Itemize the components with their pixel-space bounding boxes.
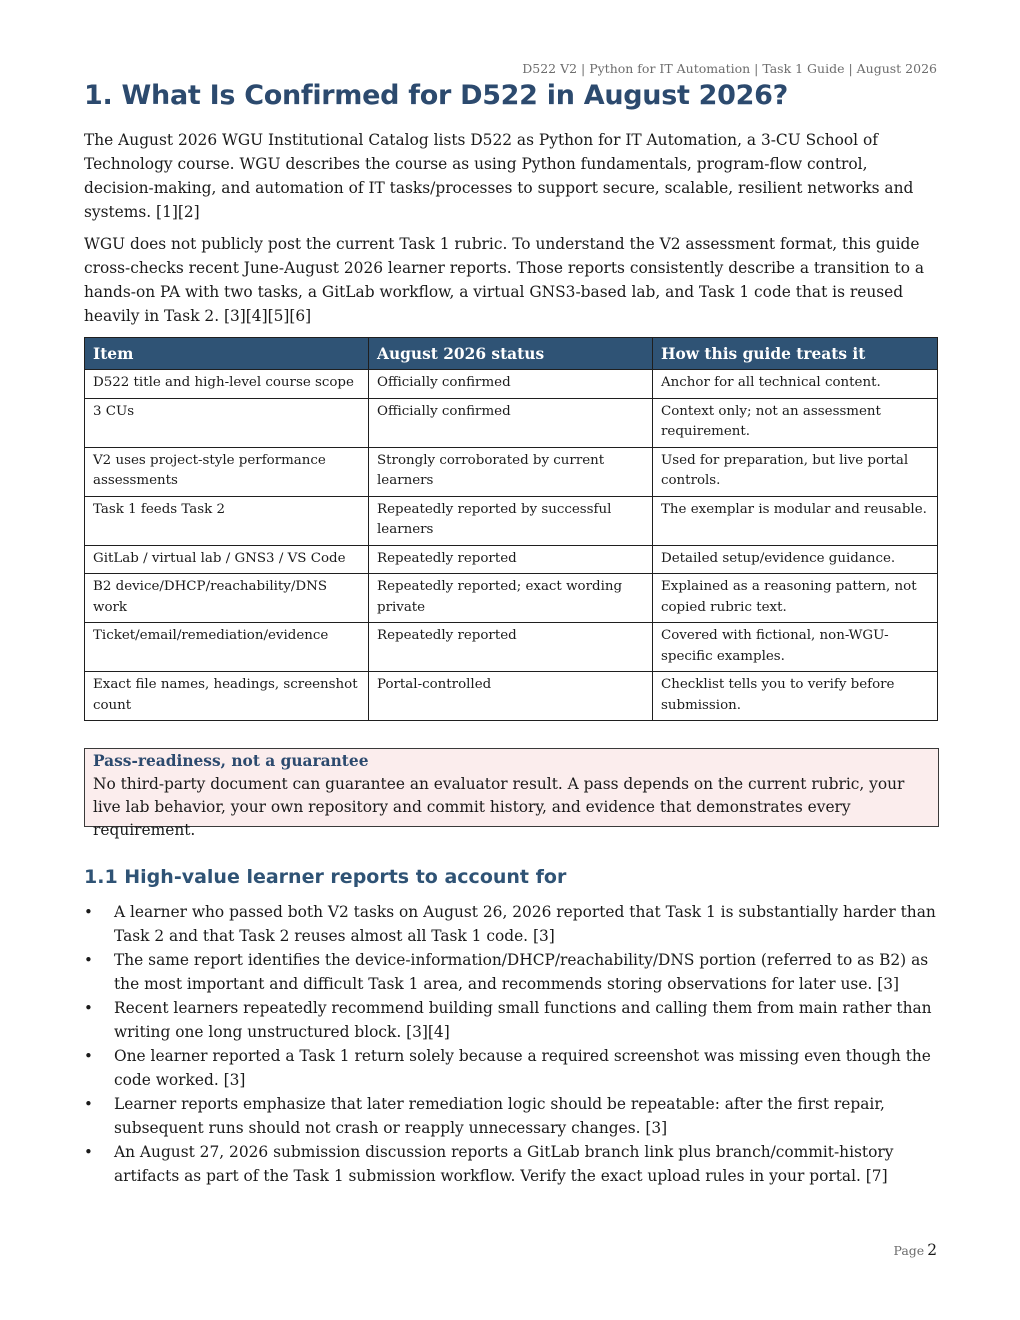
table-cell-treatment: Explained as a reasoning pattern, not copied rubric text.: [653, 574, 938, 623]
intro-paragraph-1: The August 2026 WGU Institutional Catalog lists D522 as Python for IT Automation, a 3-CU School of Technology course. WGU describes the course as using Python fundamentals, program-flow control, decision-making, and automation of IT tasks/processes to support secure, scalable, resilient networks and systems. [1][2]: [84, 131, 914, 221]
table-cell-status: Repeatedly reported: [369, 545, 653, 574]
list-item: • The same report identifies the device-information/DHCP/reachability/DNS portion (referred to as B2) as the most important and difficult Task 1 area, and recommends storing observations for later use. [3]: [84, 948, 937, 996]
table-cell-status: Portal-controlled: [369, 672, 653, 721]
list-item: • A learner who passed both V2 tasks on August 26, 2026 reported that Task 1 is substantially harder than Task 2 and that Task 2 reuses almost all Task 1 code. [3]: [84, 900, 937, 948]
page-label: Page: [893, 1243, 925, 1258]
table-cell-status: Strongly corroborated by current learners: [369, 447, 653, 496]
table-cell-treatment: Detailed setup/evidence guidance.: [653, 545, 938, 574]
table-cell-item: D522 title and high-level course scope: [85, 370, 369, 399]
table-row: [85, 623, 938, 672]
table-cell-item: GitLab / virtual lab / GNS3 / VS Code: [85, 545, 369, 574]
list-item: • Recent learners repeatedly recommend building small functions and calling them from main rather than writing one long unstructured block. [3][4]: [84, 996, 937, 1044]
table-header-treatment: How this guide treats it: [653, 338, 938, 370]
guarantee-callout: [84, 748, 939, 839]
table-cell-status: Repeatedly reported: [369, 623, 653, 672]
table-cell-status: Repeatedly reported; exact wording private: [369, 574, 653, 623]
list-item: • One learner reported a Task 1 return solely because a required screenshot was missing even though the code worked. [3]: [84, 1044, 937, 1092]
table-header-row: [85, 338, 938, 370]
table-cell-treatment: The exemplar is modular and reusable.: [653, 496, 938, 545]
callout-title: Pass-readiness, not a guarantee: [93, 752, 369, 770]
table-cell-item: 3 CUs: [85, 398, 369, 447]
page-number: 2: [927, 1241, 937, 1259]
table-cell-treatment: Checklist tells you to verify before submission.: [653, 672, 938, 721]
table-cell-treatment: Context only; not an assessment requirement.: [653, 398, 938, 447]
callout-body: No third-party document can guarantee an evaluator result. A pass depends on the current rubric, your live lab behavior, your own repository and commit history, and evidence that demonstrates every requirement.: [93, 775, 905, 839]
table-cell-status: Officially confirmed: [369, 398, 653, 447]
list-item: • Learner reports emphasize that later remediation logic should be repeatable: after the first repair, subsequent runs should not crash or reapply unnecessary changes. [3]: [84, 1092, 937, 1140]
section-title: 1. What Is Confirmed for D522 in August 2026?: [84, 80, 788, 111]
table-cell-treatment: Anchor for all technical content.: [653, 370, 938, 399]
running-header: D522 V2 | Python for IT Automation | Task 1 Guide | August 2026: [522, 61, 937, 76]
list-item: • An August 27, 2026 submission discussion reports a GitLab branch link plus branch/commit-history artifacts as part of the Task 1 submission workflow. Verify the exact upload rules in your portal. [7]: [84, 1140, 937, 1188]
table-cell-item: Exact file names, headings, screenshot count: [85, 672, 369, 721]
table-cell-status: Repeatedly reported by successful learners: [369, 496, 653, 545]
table-cell-item: B2 device/DHCP/reachability/DNS work: [85, 574, 369, 623]
table-row: [85, 496, 938, 545]
learner-reports-list: [84, 900, 937, 1188]
table-row: [85, 398, 938, 447]
table-cell-item: Task 1 feeds Task 2: [85, 496, 369, 545]
table-row: [85, 545, 938, 574]
status-table: [84, 337, 938, 721]
table-cell-treatment: Covered with fictional, non-WGU-specific examples.: [653, 623, 938, 672]
page-footer: [894, 1240, 938, 1259]
table-row: [85, 574, 938, 623]
table-row: [85, 370, 938, 399]
intro-paragraph-2: WGU does not publicly post the current Task 1 rubric. To understand the V2 assessment format, this guide cross-checks recent June-August 2026 learner reports. Those reports consistently describe a transition to a hands-on PA with two tasks, a GitLab workflow, a virtual GNS3-based lab, and Task 1 code that is reused heavily in Task 2. [3][4][5][6]: [84, 235, 925, 325]
table-cell-treatment: Used for preparation, but live portal controls.: [653, 447, 938, 496]
table-row: [85, 447, 938, 496]
table-header-status: August 2026 status: [369, 338, 653, 370]
table-header-item: Item: [85, 338, 369, 370]
table-cell-item: Ticket/email/remediation/evidence: [85, 623, 369, 672]
table-row: [85, 672, 938, 721]
table-cell-item: V2 uses project-style performance assessments: [85, 447, 369, 496]
table-cell-status: Officially confirmed: [369, 370, 653, 399]
subsection-title: 1.1 High-value learner reports to account for: [84, 866, 567, 888]
